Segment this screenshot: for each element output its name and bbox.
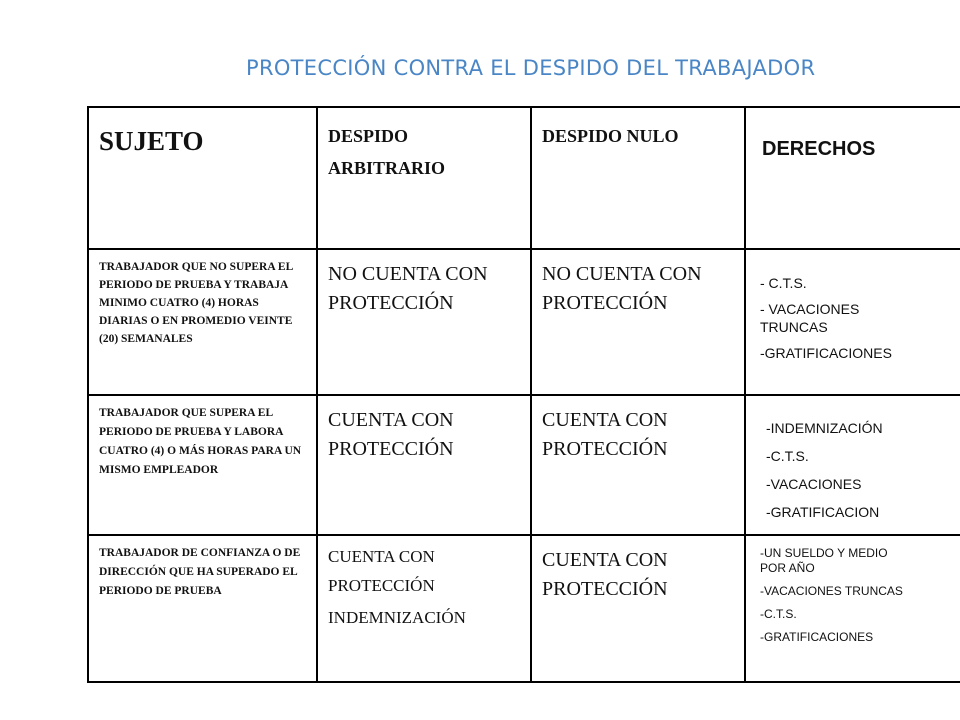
derechos-cell — [745, 395, 960, 535]
header-derechos: DERECHOS — [762, 138, 876, 160]
nulo-cell — [531, 249, 745, 395]
sujeto-text: TRABAJADOR QUE NO SUPERA EL PERIODO DE PRUEBA Y TRABAJA MINIMO CUATRO (4) HORAS DIARIAS O EN PROMEDIO VEINTE (20) SEMANALES — [99, 261, 293, 345]
derecho-item: -C.T.S. — [766, 448, 809, 464]
derechos-list — [746, 396, 960, 526]
derecho-item: -UN SUELDO Y MEDIO POR AÑO — [760, 546, 888, 575]
sujeto-cell — [88, 395, 317, 535]
derecho-item: -VACACIONES — [766, 476, 862, 492]
derecho-item: - VACACIONES TRUNCAS — [760, 301, 860, 335]
table-row — [88, 535, 960, 682]
sujeto-cell — [88, 535, 317, 682]
derechos-list — [746, 536, 960, 645]
header-row — [88, 107, 960, 249]
nulo-cell — [531, 535, 745, 682]
arbitrario-text: CUENTA CON PROTECCIÓN — [328, 409, 454, 460]
derecho-item: -GRATIFICACIONES — [760, 630, 874, 644]
protection-table — [87, 106, 960, 683]
header-cell-sujeto — [88, 107, 317, 249]
arbitrario-cell — [317, 535, 531, 682]
derecho-item: -GRATIFICACIONES — [760, 345, 892, 361]
derechos-cell — [745, 249, 960, 395]
header-cell-despido-arbitrario — [317, 107, 531, 249]
derechos-list — [746, 250, 960, 362]
sujeto-text: TRABAJADOR DE CONFIANZA O DE DIRECCIÓN QUE HA SUPERADO EL PERIODO DE PRUEBA — [99, 547, 301, 597]
nulo-text: CUENTA CON PROTECCIÓN — [542, 409, 668, 460]
sujeto-text: TRABAJADOR QUE SUPERA EL PERIODO DE PRUEBA Y LABORA CUATRO (4) O MÁS HORAS PARA UN MISMO EMPLEADOR — [99, 407, 302, 476]
derechos-cell — [745, 535, 960, 682]
arbitrario-cell — [317, 249, 531, 395]
derecho-item: - C.T.S. — [760, 275, 807, 291]
header-despido-nulo: DESPIDO NULO — [542, 126, 679, 146]
nulo-cell — [531, 395, 745, 535]
arbitrario-text: CUENTA CON PROTECCIÓN — [328, 547, 435, 595]
derecho-item: -C.T.S. — [760, 607, 797, 621]
table-row — [88, 395, 960, 535]
arbitrario-cell — [317, 395, 531, 535]
derecho-item: -INDEMNIZACIÓN — [766, 420, 883, 436]
nulo-text: CUENTA CON PROTECCIÓN — [542, 549, 668, 600]
nulo-text: NO CUENTA CON PROTECCIÓN — [542, 263, 702, 314]
derecho-item: -GRATIFICACION — [766, 504, 880, 520]
sujeto-cell — [88, 249, 317, 395]
header-despido-arbitrario: DESPIDO ARBITRARIO — [328, 126, 446, 178]
arbitrario-text: NO CUENTA CON PROTECCIÓN — [328, 263, 488, 314]
header-cell-despido-nulo — [531, 107, 745, 249]
arbitrario-extra-text: INDEMNIZACIÓN — [328, 608, 466, 627]
derecho-item: -VACACIONES TRUNCAS — [760, 584, 903, 598]
header-sujeto: SUJETO — [99, 126, 204, 156]
header-cell-derechos — [745, 107, 960, 249]
table-row — [88, 249, 960, 395]
page-title: PROTECCIÓN CONTRA EL DESPIDO DEL TRABAJADOR — [246, 56, 816, 80]
